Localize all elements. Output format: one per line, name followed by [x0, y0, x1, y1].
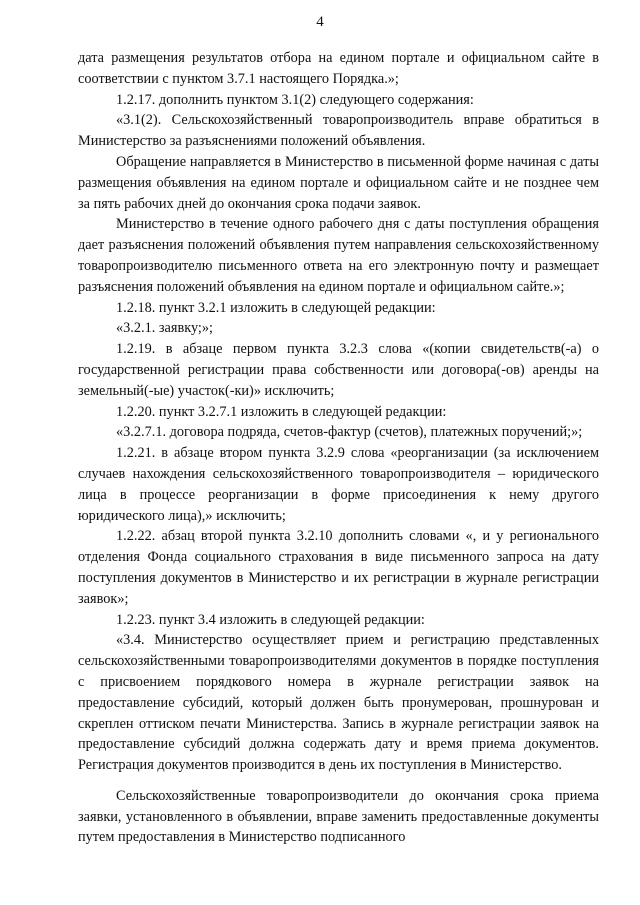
paragraph: 1.2.19. в абзаце первом пункта 3.2.3 слова «(копии свидетельств(-а) о государственной регистрации права собственности или договора(-ов) аренды на земельный(-ые) участок(-ки)» исключить;	[78, 341, 599, 399]
paragraph: «3.4. Министерство осуществляет прием и регистрацию представленных сельскохозяйственными товаропроизводителями документов в порядке поступления с присвоением порядкового номера в журнале регистрации заявок на предоставление субсидий, который должен быть пронумерован, прошнурован и скреплен оттиском печати Министерства. Запись в журнале регистрации заявок на предоставление субсидий должна содержать дату и время приема документов. Регистрация документов производится в день их поступления в Министерство.	[78, 632, 599, 774]
paragraph: 1.2.23. пункт 3.4 изложить в следующей редакции:	[116, 611, 425, 628]
paragraph: «3.1(2). Сельскохозяйственный товаропроизводитель вправе обратиться в Министерство за разъяснениями положений объявления.	[78, 112, 599, 150]
paragraph: 1.2.22. абзац второй пункта 3.2.10 дополнить словами «, и у регионального отделения Фонда социального страхования в виде письменного запроса на дату поступления документов в Министерство и их регистрации в журнале регистрации заявок»;	[78, 528, 599, 607]
paragraph: 1.2.21. в абзаце втором пункта 3.2.9 слова «реорганизации (за исключением случаев нахождения сельскохозяйственного товаропроизводителя – юридического лица в процессе реорганизации в форме присоединения к нему другого юридического лица),» исключить;	[78, 445, 599, 524]
document-body	[78, 48, 599, 848]
paragraph: дата размещения результатов отбора на едином портале и официальном сайте в соответствии с пунктом 3.7.1 настоящего Порядка.»;	[78, 50, 599, 87]
page-number: 4	[316, 14, 324, 30]
paragraph: 1.2.20. пункт 3.2.7.1 изложить в следующей редакции:	[116, 403, 447, 420]
paragraph: 1.2.17. дополнить пунктом 3.1(2) следующего содержания:	[116, 91, 474, 108]
paragraph: Сельскохозяйственные товаропроизводители до окончания срока приема заявки, установленного в объявлении, вправе заменить предоставленные документы путем предоставления в Министерство подписанного	[78, 787, 599, 846]
paragraph: «3.2.7.1. договора подряда, счетов-фактур (счетов), платежных поручений;»;	[116, 424, 583, 441]
paragraph: «3.2.1. заявку;»;	[116, 320, 214, 337]
paragraph: Министерство в течение одного рабочего дня с даты поступления обращения дает разъяснения положений объявления путем направления сельскохозяйственному товаропроизводителю письменного ответа на его электронную почту и размещает разъяснения положений объявления на едином портале и официальном сайте.»;	[78, 216, 599, 295]
paragraph: 1.2.18. пункт 3.2.1 изложить в следующей редакции:	[116, 299, 436, 316]
paragraph: Обращение направляется в Министерство в письменной форме начиная с даты размещения объявления на едином портале и официальном сайте и не позднее чем за пять рабочих дней до окончания срока подачи заявок.	[78, 153, 599, 212]
